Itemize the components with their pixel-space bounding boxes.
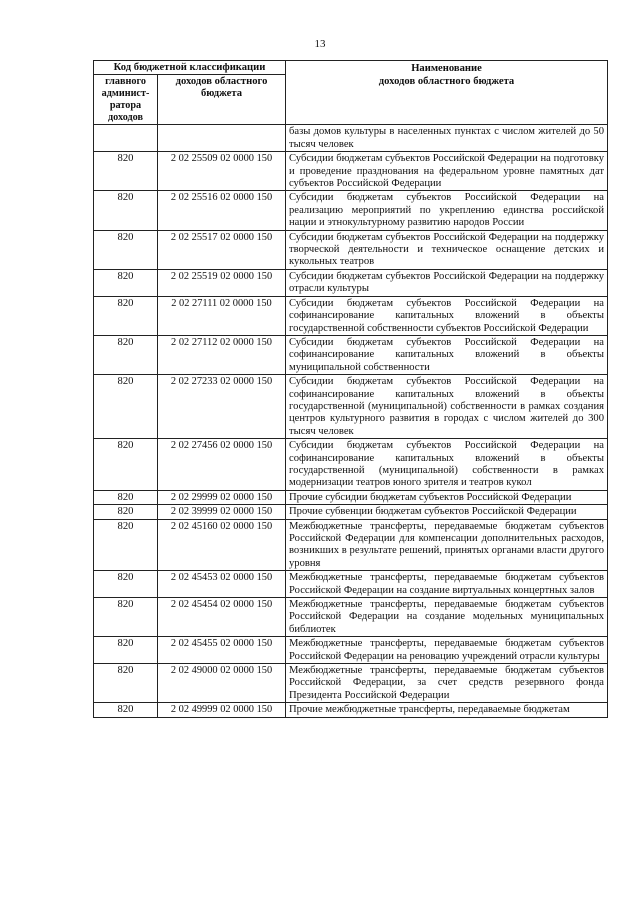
admin-code-cell: 820: [94, 335, 158, 374]
income-name-cell: Межбюджетные трансферты, передаваемые бюджетам субъектов Российской Федерации для компенсации дополнительных расходов, возникших в результате решений, принятых органами власти другого уровня: [286, 519, 608, 571]
income-name-cell: Субсидии бюджетам субъектов Российской Федерации на подготовку и проведение празднования на федеральном уровне памятных дат субъектов Российской Федерации: [286, 152, 608, 191]
income-name-cell: Субсидии бюджетам субъектов Российской Федерации на софинансирование капитальных вложений в объекты государственной (муниципальной) собственности в рамках модернизации театров юного зрителя и театров кукол: [286, 439, 608, 491]
income-code-cell: 2 02 27111 02 0000 150: [158, 296, 286, 335]
admin-code-cell: 820: [94, 152, 158, 191]
admin-code-cell: 820: [94, 571, 158, 598]
income-code-cell: 2 02 49999 02 0000 150: [158, 703, 286, 717]
table-row: [94, 519, 608, 571]
income-code-cell: 2 02 25516 02 0000 150: [158, 191, 286, 230]
income-name-cell: Межбюджетные трансферты, передаваемые бюджетам субъектов Российской Федерации на реновацию учреждений отрасли культуры: [286, 637, 608, 664]
income-name-cell: Субсидии бюджетам субъектов Российской Федерации на реализацию мероприятий по укреплению единства российской нации и этнокультурному развитию народов России: [286, 191, 608, 230]
page-number: 13: [314, 38, 326, 50]
income-code-cell: 2 02 45160 02 0000 150: [158, 519, 286, 571]
income-code-cell: 2 02 39999 02 0000 150: [158, 505, 286, 519]
income-name-cell: Субсидии бюджетам субъектов Российской Федерации на софинансирование капитальных вложений в объекты муниципальной собственности: [286, 335, 608, 374]
table-row: [94, 703, 608, 717]
admin-code-cell: 820: [94, 664, 158, 703]
income-code-cell: 2 02 45453 02 0000 150: [158, 571, 286, 598]
income-name-cell: Прочие субсидии бюджетам субъектов Российской Федерации: [286, 490, 608, 504]
income-name-cell: базы домов культуры в населенных пунктах с числом жителей до 50 тысяч человек: [286, 125, 608, 152]
table-row: [94, 296, 608, 335]
admin-code-cell: 820: [94, 191, 158, 230]
income-name-cell: Межбюджетные трансферты, передаваемые бюджетам субъектов Российской Федерации на создание модельных муниципальных библиотек: [286, 598, 608, 637]
income-name-cell: Субсидии бюджетам субъектов Российской Федерации на софинансирование капитальных вложений в объекты государственной (муниципальной) собственности в рамках создания центров культурного развития в городах с числом жителей до 300 тысяч человек: [286, 375, 608, 439]
header-income-line: доходов областного: [175, 76, 268, 88]
income-name-cell: Прочие межбюджетные трансферты, передаваемые бюджетам: [286, 703, 608, 717]
header-name-line: доходов областного бюджета: [378, 76, 515, 87]
admin-code-cell: 820: [94, 230, 158, 269]
table-row: [94, 335, 608, 374]
admin-code-cell: 820: [94, 598, 158, 637]
admin-code-cell: 820: [94, 375, 158, 439]
income-name-cell: Межбюджетные трансферты, передаваемые бюджетам субъектов Российской Федерации, за счет средств резервного фонда Президента Российской Федерации: [286, 664, 608, 703]
income-code-cell: 2 02 45454 02 0000 150: [158, 598, 286, 637]
header-income-line: бюджета: [200, 88, 243, 100]
header-chief-administrator: [94, 75, 158, 125]
header-admin-line: главного: [105, 76, 146, 88]
table-row: [94, 637, 608, 664]
admin-code-cell: 820: [94, 637, 158, 664]
income-name-cell: Прочие субвенции бюджетам субъектов Российской Федерации: [286, 505, 608, 519]
table-row: [94, 230, 608, 269]
table-row: [94, 505, 608, 519]
income-code-cell: 2 02 25517 02 0000 150: [158, 230, 286, 269]
income-code-cell: 2 02 45455 02 0000 150: [158, 637, 286, 664]
header-budget-classification-code: Код бюджетной классификации: [94, 61, 286, 75]
admin-code-cell: 820: [94, 296, 158, 335]
admin-code-cell: [94, 125, 158, 152]
table-row: [94, 375, 608, 439]
income-code-cell: 2 02 25519 02 0000 150: [158, 269, 286, 296]
table-row: [94, 664, 608, 703]
table-row: [94, 125, 608, 152]
admin-code-cell: 820: [94, 703, 158, 717]
header-admin-line: доходов: [108, 112, 143, 124]
income-code-cell: 2 02 27112 02 0000 150: [158, 335, 286, 374]
header-name-line: Наименование: [411, 63, 482, 74]
table-row: [94, 490, 608, 504]
income-code-cell: 2 02 25509 02 0000 150: [158, 152, 286, 191]
income-code-cell: [158, 125, 286, 152]
header-income-name: [286, 61, 608, 125]
income-name-cell: Субсидии бюджетам субъектов Российской Федерации на поддержку творческой деятельности и техническое оснащение детских и кукольных театров: [286, 230, 608, 269]
income-name-cell: Межбюджетные трансферты, передаваемые бюджетам субъектов Российской Федерации на создание виртуальных концертных залов: [286, 571, 608, 598]
budget-classification-table: [93, 60, 608, 718]
admin-code-cell: 820: [94, 269, 158, 296]
income-name-cell: Субсидии бюджетам субъектов Российской Федерации на софинансирование капитальных вложений в объекты государственной собственности субъектов Российской Федерации: [286, 296, 608, 335]
table-row: [94, 152, 608, 191]
admin-code-cell: 820: [94, 439, 158, 491]
header-regional-budget-income: [158, 75, 286, 125]
header-admin-line: ратора: [109, 100, 142, 112]
income-code-cell: 2 02 49000 02 0000 150: [158, 664, 286, 703]
admin-code-cell: 820: [94, 505, 158, 519]
table-row: [94, 191, 608, 230]
income-code-cell: 2 02 29999 02 0000 150: [158, 490, 286, 504]
table-row: [94, 598, 608, 637]
table-row: [94, 269, 608, 296]
income-code-cell: 2 02 27456 02 0000 150: [158, 439, 286, 491]
admin-code-cell: 820: [94, 490, 158, 504]
header-admin-line: админист-: [101, 88, 150, 100]
table-row: [94, 439, 608, 491]
income-code-cell: 2 02 27233 02 0000 150: [158, 375, 286, 439]
income-name-cell: Субсидии бюджетам субъектов Российской Федерации на поддержку отрасли культуры: [286, 269, 608, 296]
table-row: [94, 571, 608, 598]
admin-code-cell: 820: [94, 519, 158, 571]
